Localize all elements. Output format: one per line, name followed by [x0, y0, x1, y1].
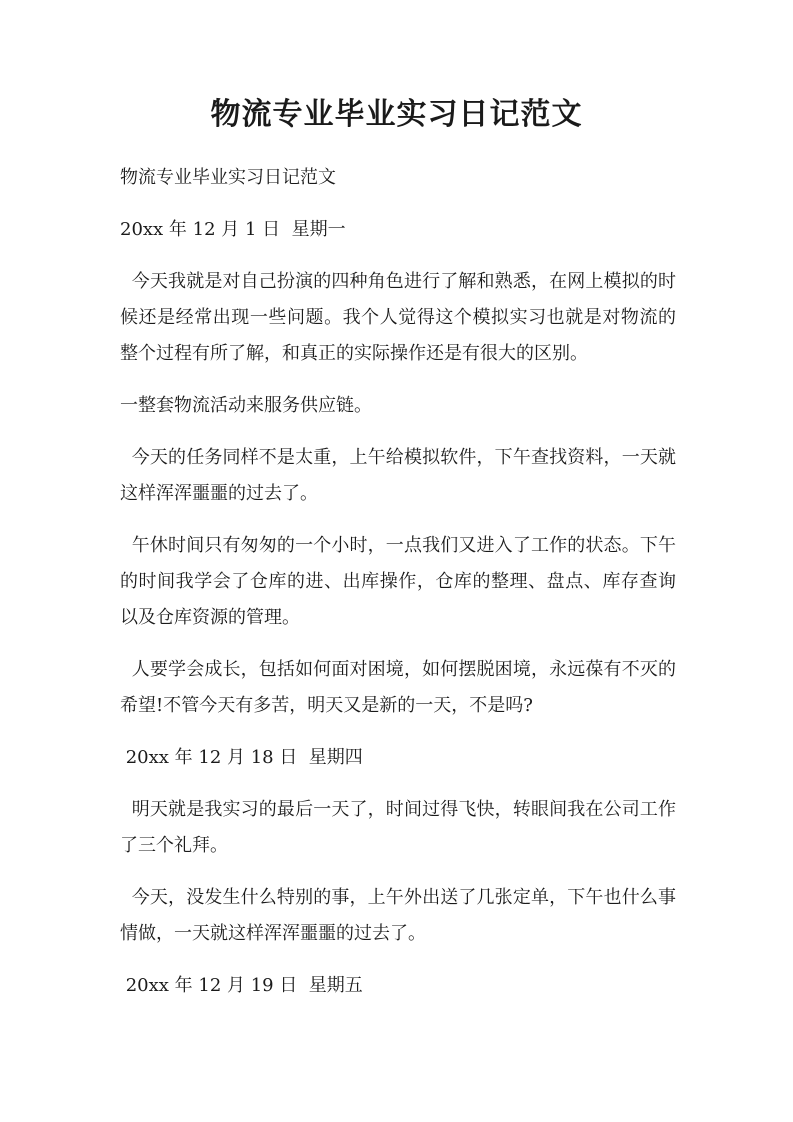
body-paragraph: 今天我就是对自己扮演的四种角色进行了解和熟悉，在网上模拟的时候还是经常出现一些问题。我个人觉得这个模拟实习也就是对物流的整个过程有所了解，和真正的实际操作还是有很大的区别。: [120, 271, 677, 364]
diary-date-dec-18: 20xx 年 12 月 18 日 星期四: [120, 747, 363, 768]
diary-date-dec-19: 20xx 年 12 月 19 日 星期五: [120, 975, 363, 996]
diary-date-dec-1: 20xx 年 12 月 1 日 星期一: [120, 219, 346, 240]
subtitle-paragraph: 物流专业毕业实习日记范文: [120, 167, 336, 188]
body-paragraph: 今天，没发生什么特别的事，上午外出送了几张定单，下午也什么事情做，一天就这样浑浑噩噩的过去了。: [120, 887, 677, 944]
body-paragraph: 人要学会成长，包括如何面对困境，如何摆脱困境，永远葆有不灭的希望!不管今天有多苦，明天又是新的一天，不是吗?: [120, 659, 677, 716]
document-body: [120, 160, 676, 1020]
body-paragraph: 一整套物流活动来服务供应链。: [120, 395, 372, 416]
body-paragraph: 午休时间只有匆匆的一个小时，一点我们又进入了工作的状态。下午的时间我学会了仓库的进、出库操作，仓库的整理、盘点、库存查询以及仓库资源的管理。: [120, 535, 677, 628]
body-paragraph: 今天的任务同样不是太重，上午给模拟软件，下午查找资料，一天就这样浑浑噩噩的过去了。: [120, 447, 677, 504]
body-paragraph: 明天就是我实习的最后一天了，时间过得飞快，转眼间我在公司工作了三个礼拜。: [120, 799, 677, 856]
document-title: 物流专业毕业实习日记范文: [210, 97, 583, 132]
